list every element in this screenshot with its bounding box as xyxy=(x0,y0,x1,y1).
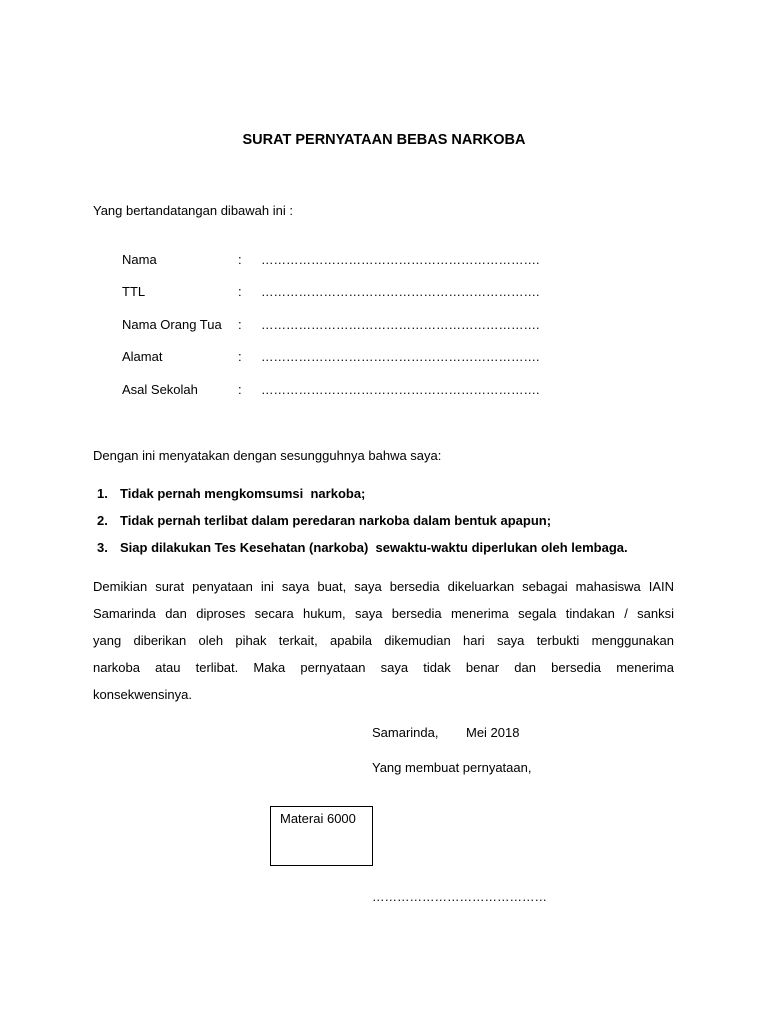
field-label: Nama Orang Tua xyxy=(122,317,222,332)
document-title: SURAT PERNYATAAN BEBAS NARKOBA xyxy=(242,132,526,148)
signatory-label: Yang membuat pernyataan, xyxy=(372,760,532,775)
field-blank-line: …………………………………………………………. xyxy=(261,383,540,397)
field-colon: : xyxy=(238,349,242,364)
statement-number: 3. xyxy=(97,540,108,555)
statement-item xyxy=(0,485,768,503)
statement-text: Tidak pernah terlibat dalam peredaran narkoba dalam bentuk apapun; xyxy=(120,513,552,528)
field-label: Asal Sekolah xyxy=(122,382,198,397)
field-row-nama xyxy=(0,251,768,269)
signing-date: Mei 2018 xyxy=(466,725,520,740)
field-row-alamat xyxy=(0,348,768,366)
field-label: TTL xyxy=(122,284,146,299)
field-row-nama-orang-tua xyxy=(0,316,768,334)
field-blank-line: …………………………………………………………. xyxy=(261,350,540,364)
field-colon: : xyxy=(238,317,242,332)
field-blank-line: …………………………………………………………. xyxy=(261,318,540,332)
closing-paragraph-line: Demikian surat penyataan ini saya buat, saya bersedia dikeluarkan sebagai mahasiswa IAIN xyxy=(93,579,674,594)
field-row-asal-sekolah xyxy=(0,381,768,399)
statement-text: Siap dilakukan Tes Kesehatan (narkoba) sewaktu-waktu diperlukan oleh lembaga. xyxy=(120,540,628,555)
statement-number: 2. xyxy=(97,513,108,528)
closing-paragraph-line: narkoba atau terlibat. Maka pernyataan saya tidak benar dan bersedia menerima xyxy=(93,660,674,675)
stamp-duty-label: Materai 6000 xyxy=(280,811,356,826)
closing-paragraph-line: Samarinda dan diproses secara hukum, saya bersedia menerima segala tindakan / sanksi xyxy=(93,606,674,621)
field-label: Alamat xyxy=(122,349,163,364)
signature-line: …………………………………… xyxy=(372,890,547,904)
statement-number: 1. xyxy=(97,486,108,501)
declaration-intro: Dengan ini menyatakan dengan sesungguhnya bahwa saya: xyxy=(93,448,442,463)
field-blank-line: …………………………………………………………. xyxy=(261,285,540,299)
statement-text: Tidak pernah mengkomsumsi narkoba; xyxy=(120,486,366,501)
intro-text: Yang bertandatangan dibawah ini : xyxy=(93,203,293,218)
closing-paragraph xyxy=(93,573,674,708)
closing-paragraph-line: yang diberikan oleh pihak terkait, apabila dikemudian hari saya terbukti menggunakan xyxy=(93,633,674,648)
statement-item xyxy=(0,512,768,530)
field-label: Nama xyxy=(122,252,157,267)
field-blank-line: …………………………………………………………. xyxy=(261,253,540,267)
statement-item xyxy=(0,539,768,557)
closing-paragraph-line: konsekwensinya. xyxy=(93,687,192,702)
field-row-ttl xyxy=(0,283,768,301)
field-colon: : xyxy=(238,382,242,397)
field-colon: : xyxy=(238,252,242,267)
stamp-duty-box xyxy=(270,806,373,866)
field-colon: : xyxy=(238,284,242,299)
signing-place: Samarinda, xyxy=(372,725,439,740)
